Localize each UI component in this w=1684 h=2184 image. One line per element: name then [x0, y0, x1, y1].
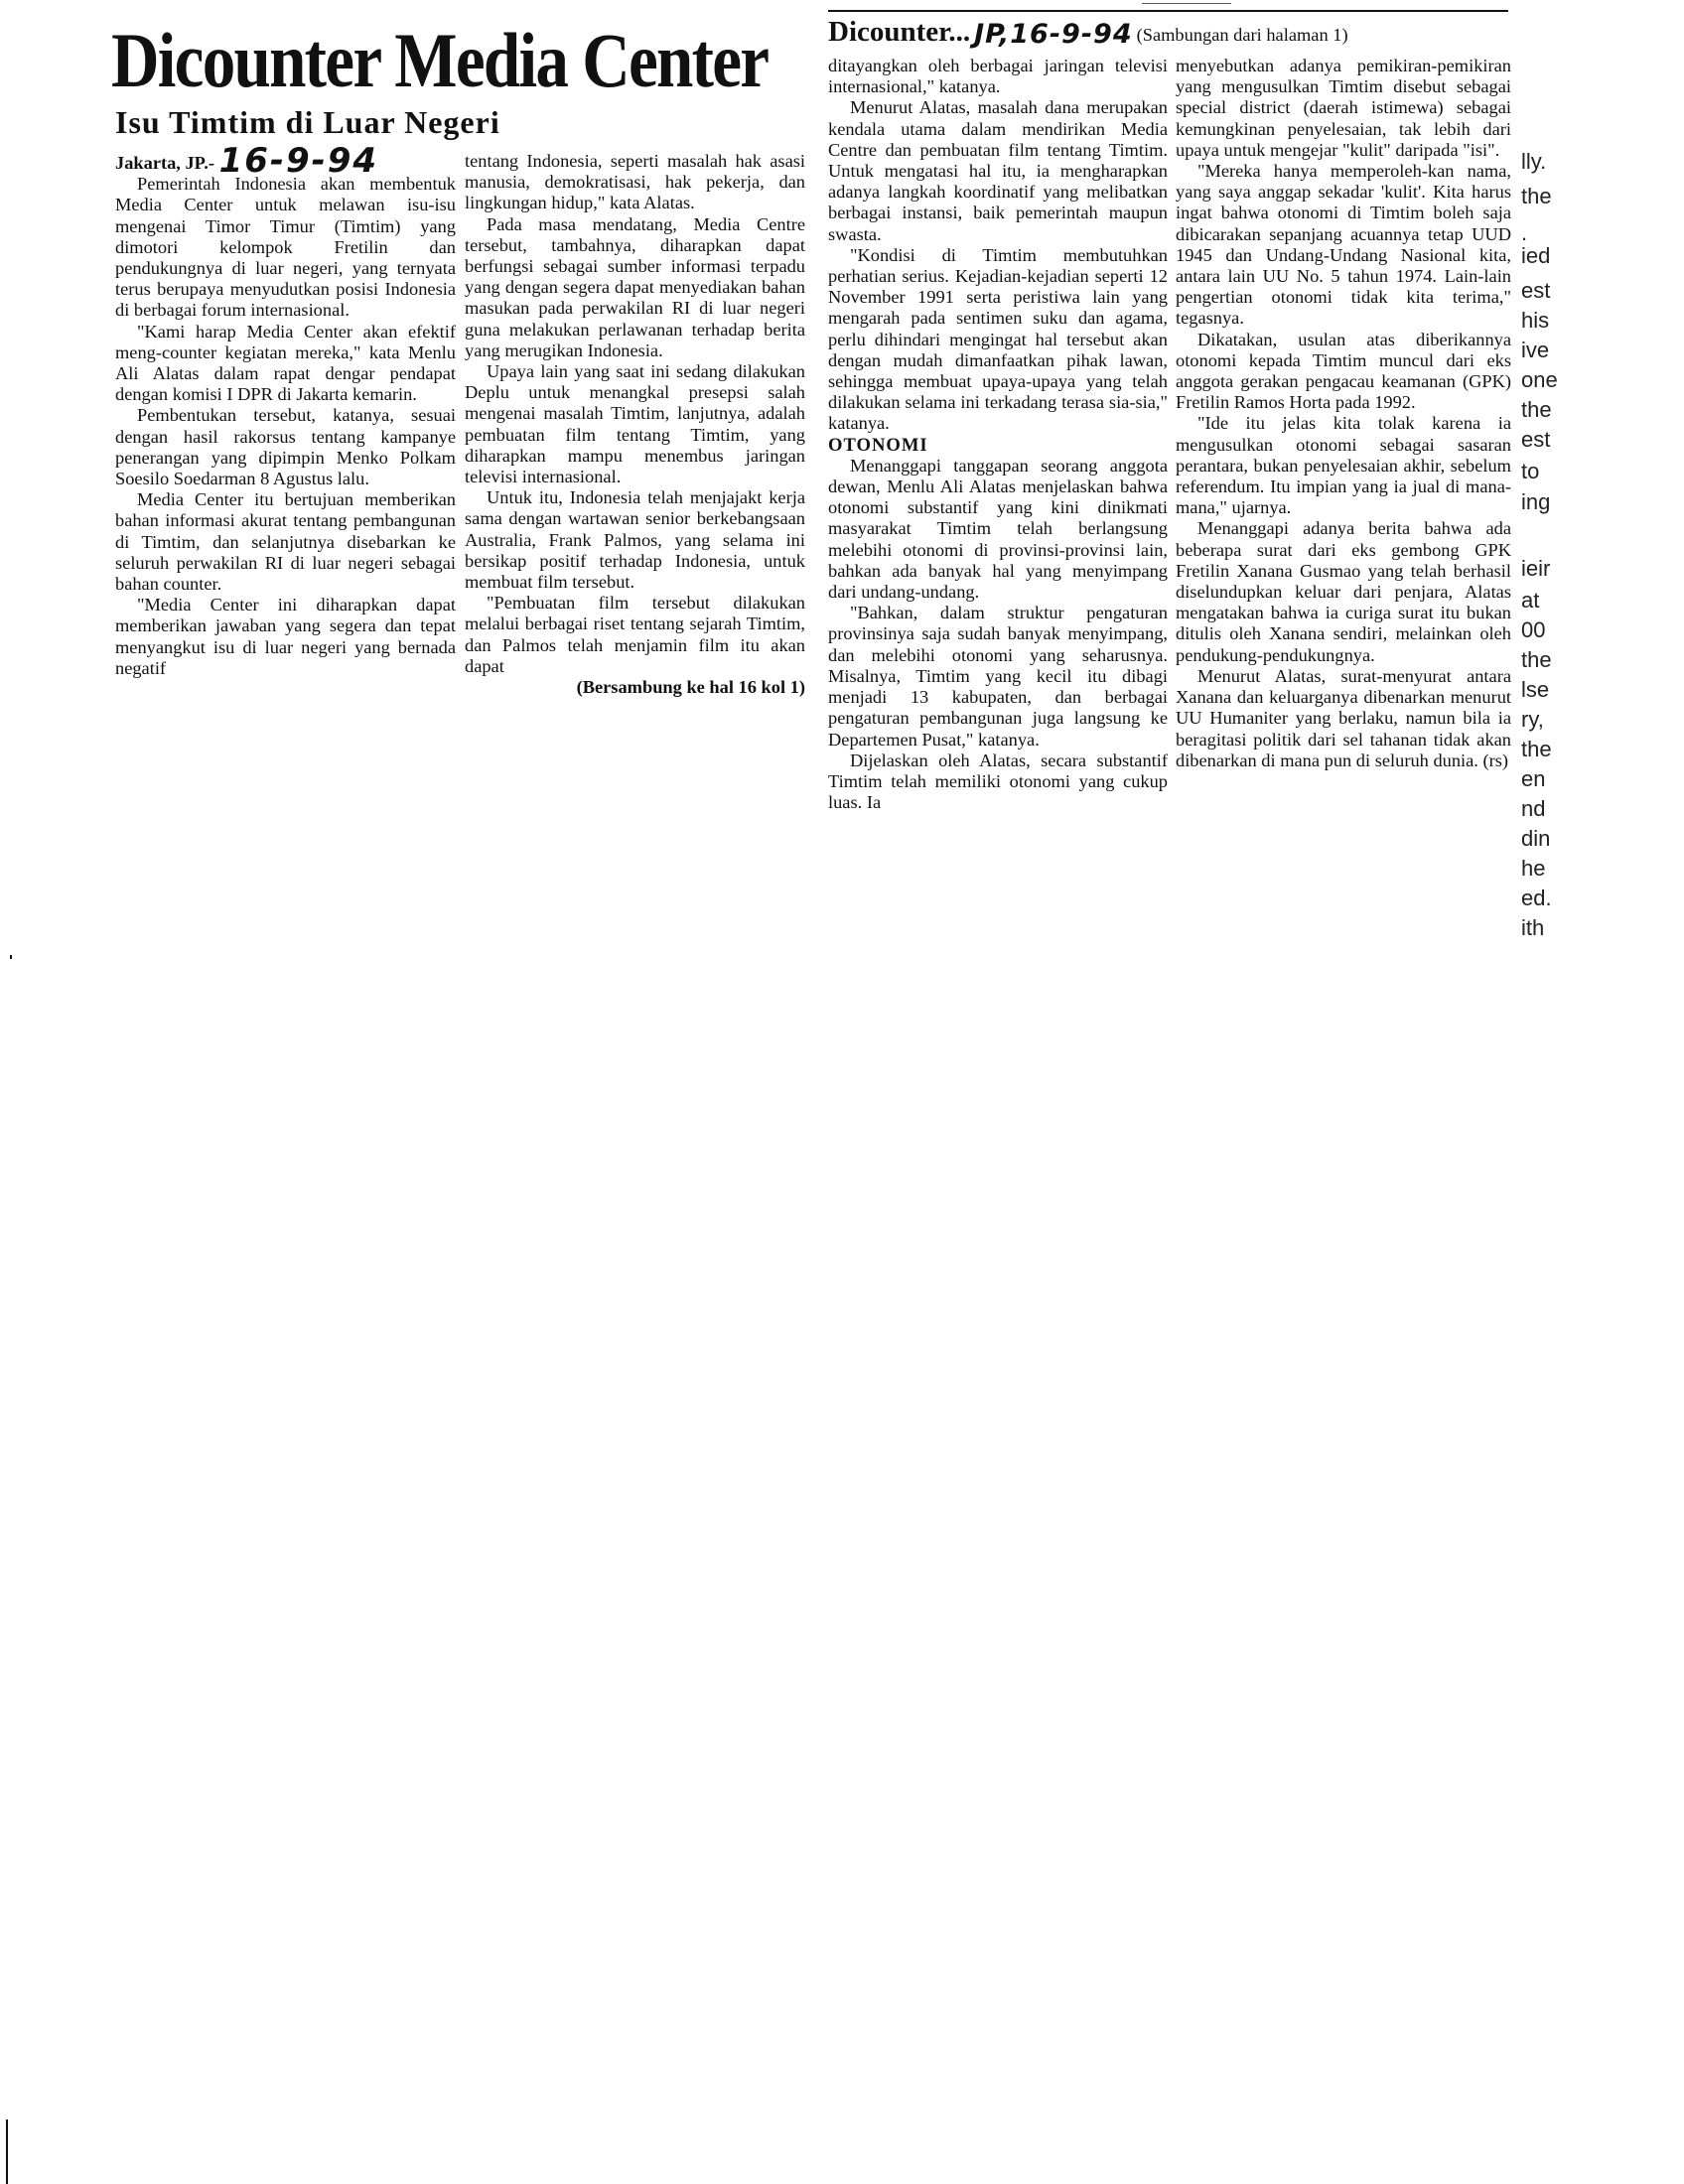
- bleed-fragment: ive: [1521, 338, 1550, 362]
- article-column-4: [1176, 56, 1511, 771]
- paragraph: "Ide itu jelas kita tolak karena ia mengusulkan otonomi sebagai sasaran perantara, bukan penyelesaian akhir, sebelum referendum. Itu impian yang ia jual di mana-mana," ujarnya.: [1176, 413, 1511, 518]
- article-column-2: [465, 151, 805, 698]
- handwritten-note: JP,16-9-94: [974, 19, 1133, 50]
- paragraph: Untuk itu, Indonesia telah menjajakt kerja sama dengan wartawan senior berkebangsaan Australia, Frank Palmos, yang selama ini bersikap positif terhadap Indonesia, untuk membuat film tersebut.: [465, 487, 805, 593]
- paragraph: Dijelaskan oleh Alatas, secara substantif Timtim telah memiliki otonomi yang cukup luas. Ia: [828, 750, 1168, 813]
- bleed-fragment: the: [1521, 184, 1552, 208]
- dateline: [115, 141, 456, 322]
- lead-paragraph: Pemerintah Indonesia akan membentuk Media Center untuk melawan isu-isu mengenai Timor Timur (Timtim) yang dimotori kelompok Fretilin dan pendukungnya di luar negeri, yang ternyata terus berupaya menyudutkan posisi Indonesia di berbagai forum internasional.: [115, 174, 456, 321]
- handwritten-date: 16-9-94: [218, 141, 379, 181]
- bleed-fragment: din: [1521, 826, 1551, 851]
- bleed-fragment: at: [1521, 588, 1540, 613]
- bleed-fragment: ry,: [1521, 707, 1544, 732]
- paragraph: Menanggapi tanggapan seorang anggota dewan, Menlu Ali Alatas menjelaskan bahwa otonomi substantif yang kini dinikmati masyarakat Timtim telah berlangsung melebihi otonomi di provinsi-provinsi lain, bahkan ada banyak hal yang menyimpang dari undang-undang.: [828, 455, 1168, 603]
- bleed-fragment: the: [1521, 737, 1552, 761]
- top-scratch-rule: [1142, 3, 1231, 4]
- article-column-1: [115, 141, 456, 679]
- bleed-fragment: ed.: [1521, 886, 1552, 910]
- bleed-fragment: est: [1521, 278, 1551, 303]
- paragraph: Media Center itu bertujuan memberikan bahan informasi akurat tentang pembangunan di Timtim, dan selanjutnya disebarkan ke seluruh perwakilan RI di luar negeri sebagai bahan counter.: [115, 489, 456, 595]
- paragraph: Menurut Alatas, surat-menyurat antara Xanana dan keluarganya dibenarkan menurut UU Humaniter yang berlaku, namun bila ia beragitasi politik dari sel tahanan tidak akan dibenarkan di mana pun di seluruh dunia. (rs): [1176, 665, 1511, 770]
- bleed-fragment: lly.: [1521, 149, 1547, 174]
- paragraph: tentang Indonesia, seperti masalah hak asasi manusia, demokratisasi, hak pekerja, dan lingkungan hidup," kata Alatas.: [465, 151, 805, 213]
- bleed-fragment: he: [1521, 856, 1546, 881]
- paragraph: Menanggapi adanya berita bahwa ada beberapa surat dari eks gembong GPK Fretilin Xanana Gusmao yang telah berhasil diselundupkan keluar dari penjara, Alatas mengatakan bahwa ia curiga surat itu bukan ditulis oleh Xanana sendiri, melainkan oleh pendukung-pendukungnya.: [1176, 518, 1511, 665]
- subheadline: Isu Timtim di Luar Negeri: [115, 104, 500, 140]
- paragraph: "Pembuatan film tersebut dilakukan melalui berbagai riset tentang sejarah Timtim, dan Palmos telah menjamin film itu akan dapat: [465, 593, 805, 676]
- bleed-fragment: the: [1521, 647, 1552, 672]
- paragraph: "Kami harap Media Center akan efektif meng-counter kegiatan mereka," kata Menlu Ali Alatas dalam rapat dengar pendapat dengan komisi I DPR di Jakarta kemarin.: [115, 321, 456, 405]
- continued-on-note: (Bersambung ke hal 16 kol 1): [576, 677, 805, 698]
- dateline-prefix: Jakarta, JP.-: [115, 153, 214, 173]
- paragraph: "Mereka hanya memperoleh-kan nama, yang saya anggap sekadar 'kulit'. Kita harus ingat bahwa otonomi di Timtim boleh saja dibicarakan sepanjang acuannya tetap UUD 1945 dan Undang-Undang Nasional kita, antara lain UU No. 5 tahun 1974. Lain-lain pengertian otonomi tidak kita terima," tegasnya.: [1176, 161, 1511, 329]
- paragraph: Dikatakan, usulan atas diberikannya otonomi kepada Timtim muncul dari eks anggota gerakan pengacau keamanan (GPK) Fretilin Ramos Horta pada 1992.: [1176, 329, 1511, 413]
- bleed-fragment: ieir: [1521, 556, 1551, 581]
- bleed-fragment: the: [1521, 397, 1552, 422]
- bleed-fragment: ied: [1521, 243, 1551, 268]
- continuation-title: Dicounter...: [828, 16, 971, 48]
- paragraph: "Kondisi di Timtim membutuhkan perhatian serius. Kejadian-kejadian seperti 12 November 1991 serta peristiwa lain yang mengarah pada sentimen suku dan agama, perlu dihindari mengingat hal tersebut akan dengan mudah dimanfaatkan pihak lawan, sehingga membuat upaya-upaya yang telah dilakukan selama ini terkadang terasa sia-sia," katanya.: [828, 244, 1168, 434]
- scan-margin-mark: [10, 955, 12, 959]
- section-heading: OTONOMI: [828, 434, 928, 456]
- bleed-fragment: to: [1521, 459, 1540, 483]
- paragraph: "Media Center ini diharapkan dapat memberikan jawaban yang segera dan tepat menyangkut isu di luar negeri yang bernada negatif: [115, 595, 456, 678]
- bleed-fragment: lse: [1521, 677, 1550, 702]
- continuation-from-note: (Sambungan dari halaman 1): [1136, 25, 1348, 45]
- continuation-header: [828, 16, 1523, 50]
- bleed-fragment: one: [1521, 367, 1558, 392]
- bleed-fragment: est: [1521, 427, 1551, 452]
- bleed-fragment: .: [1521, 220, 1528, 245]
- paragraph: "Bahkan, dalam struktur pengaturan provinsinya saja sudah banyak menyimpang, dan melebihi otonomi yang seharusnya. Misalnya, Timtim yang kecil itu dibagi menjadi 13 kabupaten, dan berbagai pengaturan pembangunan juga langsung ke Departemen Pusat," katanya.: [828, 603, 1168, 750]
- bleed-fragment: en: [1521, 766, 1546, 791]
- paragraph: ditayangkan oleh berbagai jaringan televisi internasional," katanya.: [828, 56, 1168, 97]
- bleed-fragment: nd: [1521, 796, 1546, 821]
- paragraph: Pada masa mendatang, Media Centre tersebut, tambahnya, diharapkan dapat berfungsi sebagai sumber informasi terpadu yang dengan segera dapat menyediakan bahan masukan pada perwakilan RI di luar negeri guna melakukan perlawanan terhadap berita yang merugikan Indonesia.: [465, 213, 805, 360]
- paragraph: menyebutkan adanya pemikiran-pemikiran yang mengusulkan Timtim disebut sebagai special district (daerah istimewa) sebagai kemungkinan penyelesaian, tak lebih dari upaya untuk mengejar "kulit" daripada "isi".: [1176, 56, 1511, 160]
- bleed-fragment: ith: [1521, 915, 1545, 940]
- scan-edge-mark: [6, 2119, 8, 2184]
- bleed-fragment: 00: [1521, 617, 1546, 642]
- paragraph: Upaya lain yang saat ini sedang dilakukan Deplu untuk menangkal presepsi salah mengenai masalah Timtim, lanjutnya, adalah pembuatan film tentang Timtim, yang diharapkan mampu menembus jaringan televisi internasional.: [465, 361, 805, 487]
- paragraph: Menurut Alatas, masalah dana merupakan kendala utama dalam mendirikan Media Centre dan pembuatan film tentang Timtim. Untuk mengatasi hal itu, ia mengharapkan adanya langkah koordinatif yang melibatkan berbagai instansi, baik pemerintah maupun swasta.: [828, 97, 1168, 244]
- paragraph: Pembentukan tersebut, katanya, sesuai dengan hasil rakorsus tentang kampanye penerangan yang dipimpin Menko Polkam Soesilo Soedarman 8 Agustus lalu.: [115, 405, 456, 489]
- headline: Dicounter Media Center: [111, 17, 769, 103]
- bleed-fragment: ing: [1521, 489, 1551, 514]
- continuation-top-rule: [828, 10, 1508, 12]
- bleed-fragment: his: [1521, 308, 1550, 333]
- article-column-3: [828, 56, 1168, 813]
